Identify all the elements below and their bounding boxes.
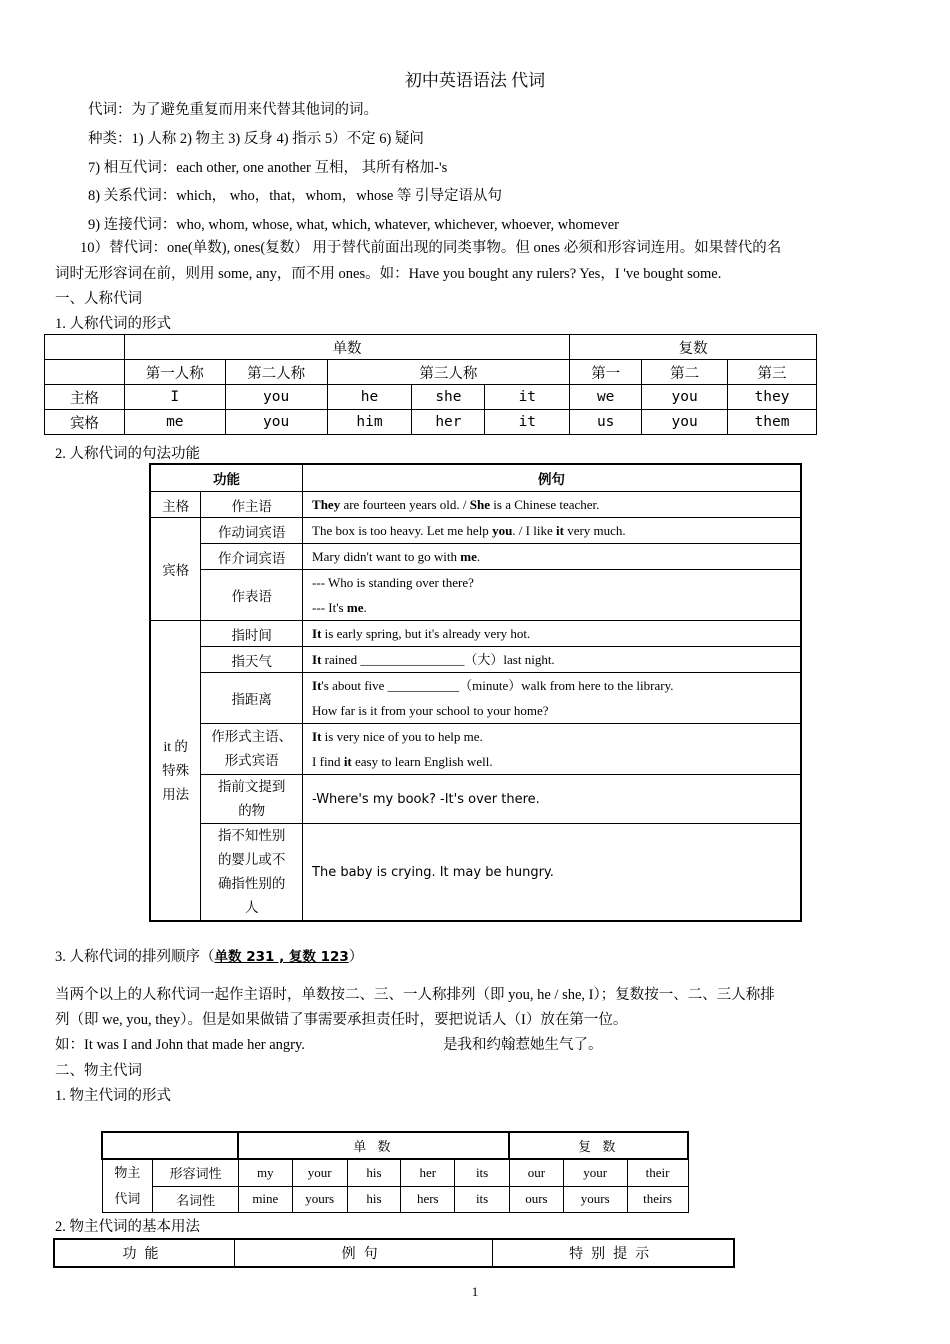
pronoun-cell: yours [292, 1186, 347, 1213]
case-label-line: it 的 [163, 738, 188, 754]
table-row [150, 724, 801, 775]
example-cell [303, 544, 801, 570]
page-number: 1 [471, 1284, 479, 1299]
pronoun-cell: me [124, 410, 225, 435]
definition-line: 代词：为了避免重复而用来代替其他词的词。 [88, 102, 378, 118]
example-text: --- Who is standing over there? [312, 575, 474, 590]
example-chinese: 是我和约翰惹她生气了。 [443, 1037, 603, 1053]
example-cell [303, 724, 801, 775]
pronoun-cell: our [509, 1159, 563, 1186]
example-cell [303, 492, 801, 518]
table-row [150, 492, 801, 518]
pronoun-cell: you [225, 410, 327, 435]
pronoun-cell: hers [401, 1186, 455, 1213]
section1-sub2: 2. 人称代词的句法功能 [55, 446, 200, 462]
conjunctive-line: 9) 连接代词：who, whom, whose, what, which, whatever, whichever, whoever, whomever [88, 217, 619, 233]
pronoun-cell: its [455, 1159, 510, 1186]
function-header: 功能 [150, 464, 303, 492]
example-text: 's about five ___________（minute）walk from here to the library. [321, 678, 674, 693]
corner-cell [102, 1132, 238, 1159]
table-row [150, 621, 801, 647]
section1-sub3 [55, 947, 363, 967]
page-title: 初中英语语法 代词 [404, 71, 546, 90]
function-label: 作介词宾语 [201, 544, 303, 570]
section1-heading: 一、人称代词 [55, 291, 142, 307]
pronoun-cell: we [570, 385, 642, 410]
kinds-line: 种类：1) 人称 2) 物主 3) 反身 4) 指示 5）不定 6) 疑问 [88, 131, 424, 147]
pronoun-cell: I [124, 385, 225, 410]
person-header: 第一 [570, 360, 642, 385]
pronoun-cell: them [728, 410, 817, 435]
bold-word: you [492, 523, 513, 538]
pronoun-cell: her [412, 410, 485, 435]
pronoun-cell: it [485, 410, 570, 435]
case-label-line: 用法 [162, 786, 190, 802]
bold-word: She [469, 497, 491, 512]
row-label-line: 物主 [114, 1165, 141, 1180]
sub3-suffix: ） [348, 949, 364, 965]
pronoun-cell: it [485, 385, 570, 410]
example-cell [303, 621, 801, 647]
singular-header: 单 数 [238, 1132, 509, 1159]
table-row [150, 647, 801, 673]
pronoun-cell: us [570, 410, 642, 435]
example-text [312, 673, 800, 698]
example-text: is a Chinese teacher. [490, 497, 600, 512]
corner-cell [45, 335, 125, 360]
person-header: 第三 [728, 360, 817, 385]
example-text: The box is too heavy. Let me help [312, 523, 493, 538]
pronoun-cell: theirs [627, 1186, 688, 1213]
bold-word: me [460, 549, 477, 564]
table-row [150, 544, 801, 570]
example-text: is early spring, but it's already very hot. [321, 626, 531, 641]
pronoun-cell: his [347, 1186, 401, 1213]
example-cell [303, 647, 801, 673]
pronoun-cell: you [225, 385, 327, 410]
table-row [150, 775, 801, 824]
section2-sub1: 1. 物主代词的形式 [55, 1088, 171, 1104]
row-label-line: 代词 [114, 1191, 141, 1206]
pronoun-cell: my [238, 1159, 292, 1186]
example-text: --- It's [312, 600, 347, 615]
example-cell [303, 570, 801, 621]
example-header: 例句 [303, 464, 801, 492]
person-header: 第二人称 [225, 360, 327, 385]
function-label-line: 指前文提到 [217, 779, 286, 794]
section1-sub1: 1. 人称代词的形式 [55, 316, 171, 332]
substitute-line-1: 10）替代词：one(单数), ones(复数） 用于替代前面出现的同类事物。但 ones 必须和形容词连用。如果替代的名 [80, 240, 782, 256]
table-row [150, 673, 801, 724]
corner-cell [45, 360, 125, 385]
example-text: Mary didn't want to go with [312, 549, 461, 564]
usage-header-note: 特别提示 [493, 1239, 734, 1267]
reciprocal-line: 7) 相互代词：each other, one another 互相， 其所有格加-'s [88, 160, 448, 176]
example-cell [303, 518, 801, 544]
pronoun-cell: him [327, 410, 412, 435]
pronoun-cell: he [327, 385, 412, 410]
function-label: 作表语 [201, 570, 303, 621]
table-row [150, 824, 801, 922]
bold-word: They [312, 497, 341, 512]
function-label-line: 指不知性别 [217, 828, 286, 843]
function-label: 指时间 [201, 621, 303, 647]
section2-sub2: 2. 物主代词的基本用法 [55, 1219, 200, 1235]
pronoun-cell: you [642, 410, 728, 435]
function-label [201, 824, 303, 922]
table-row [45, 410, 817, 435]
pronoun-cell: you [642, 385, 728, 410]
function-label [201, 724, 303, 775]
substitute-line-2: 词时无形容词在前，则用 some, any，而不用 ones。如：Have you bought any rulers? Yes，I 've bought some. [55, 266, 722, 282]
pronoun-cell: mine [238, 1186, 292, 1213]
example-text: . [363, 600, 367, 615]
singular-header: 单数 [124, 335, 569, 360]
example-text: rained ________________（大）last night. [321, 652, 555, 667]
example-text: How far is it from your school to your home? [312, 703, 549, 718]
order-rule: 单数 231 , 复数 123 [214, 949, 349, 965]
function-label [201, 775, 303, 824]
bold-word: It [312, 729, 322, 744]
bold-word: It [312, 652, 322, 667]
function-label: 作动词宾语 [201, 518, 303, 544]
function-label: 指天气 [201, 647, 303, 673]
example-text [312, 749, 800, 774]
pronoun-cell: its [455, 1186, 510, 1213]
function-label: 指距离 [201, 673, 303, 724]
case-label: 主格 [150, 492, 201, 518]
example-text: . [476, 549, 481, 564]
form-label: 形容词性 [153, 1159, 239, 1186]
case-label-line: 特殊 [162, 762, 190, 778]
example-text: are fourteen years old. / [340, 497, 470, 512]
pronoun-cell: she [412, 385, 485, 410]
table-row [102, 1186, 688, 1213]
example-cell: -Where's my book? -It's over there. [303, 775, 801, 824]
example-text [312, 724, 800, 749]
form-label: 名词性 [153, 1186, 239, 1213]
case-label [150, 621, 201, 922]
person-header: 第三人称 [327, 360, 570, 385]
relative-line: 8) 关系代词：which， who，that，whom，whose 等 引导定语从句 [88, 188, 503, 204]
sub3-prefix: 3. 人称代词的排列顺序（ [55, 949, 215, 965]
function-label-line: 作形式主语、 [211, 729, 293, 744]
example-text [312, 595, 800, 620]
plural-header: 复 数 [509, 1132, 688, 1159]
possessive-form-table [101, 1131, 689, 1213]
pronoun-cell: yours [563, 1186, 627, 1213]
function-label-line: 人 [244, 900, 259, 915]
table-row [45, 385, 817, 410]
function-label-line: 形式宾语 [224, 753, 279, 768]
personal-pronoun-form-table [44, 334, 817, 435]
pronoun-cell: they [728, 385, 817, 410]
bold-word: It [312, 678, 322, 693]
function-label-line: 的物 [238, 803, 266, 818]
example-cell [303, 673, 801, 724]
person-header: 第二 [642, 360, 728, 385]
possessive-usage-table [53, 1238, 735, 1268]
pronoun-cell: ours [509, 1186, 563, 1213]
table-row [102, 1159, 688, 1186]
example-text: . / I like [512, 523, 556, 538]
pronoun-cell: your [563, 1159, 627, 1186]
pronoun-cell: their [627, 1159, 688, 1186]
function-label-line: 确指性别的 [217, 876, 286, 891]
order-line-2: 列（即 we, you, they）。但是如果做错了事需要承担责任时，要把说话人（I）放在第一位。 [55, 1012, 628, 1028]
function-label-line: 的婴儿或不 [217, 852, 286, 867]
case-label: 宾格 [150, 518, 201, 621]
plural-header: 复数 [570, 335, 817, 360]
usage-header-example: 例句 [234, 1239, 492, 1267]
pronoun-cell: your [292, 1159, 347, 1186]
syntax-function-table [149, 463, 802, 922]
example-text: very much. [563, 523, 626, 538]
bold-word: It [312, 626, 322, 641]
row-label: 主格 [45, 385, 125, 410]
bold-word: me [346, 600, 364, 615]
person-header: 第一人称 [124, 360, 225, 385]
example-english: 如：It was I and John that made her angry. [55, 1037, 305, 1053]
pronoun-cell: her [401, 1159, 455, 1186]
example-cell: The baby is crying. It may be hungry. [303, 824, 801, 922]
row-label: 宾格 [45, 410, 125, 435]
row-label [102, 1159, 153, 1213]
table-row [150, 518, 801, 544]
section2-heading: 二、物主代词 [55, 1063, 142, 1079]
pronoun-cell: his [347, 1159, 401, 1186]
order-line-1: 当两个以上的人称代词一起作主语时，单数按二、三、一人称排列（即 you, he / she, I）；复数按一、二、三人称排 [55, 987, 775, 1003]
table-row [150, 570, 801, 621]
example-text: is very nice of you to help me. [321, 729, 483, 744]
bold-word: it [555, 523, 564, 538]
usage-header-function: 功能 [54, 1239, 234, 1267]
example-text: I find [312, 754, 344, 769]
example-text: easy to learn English well. [351, 754, 493, 769]
function-label: 作主语 [201, 492, 303, 518]
bold-word: it [343, 754, 352, 769]
